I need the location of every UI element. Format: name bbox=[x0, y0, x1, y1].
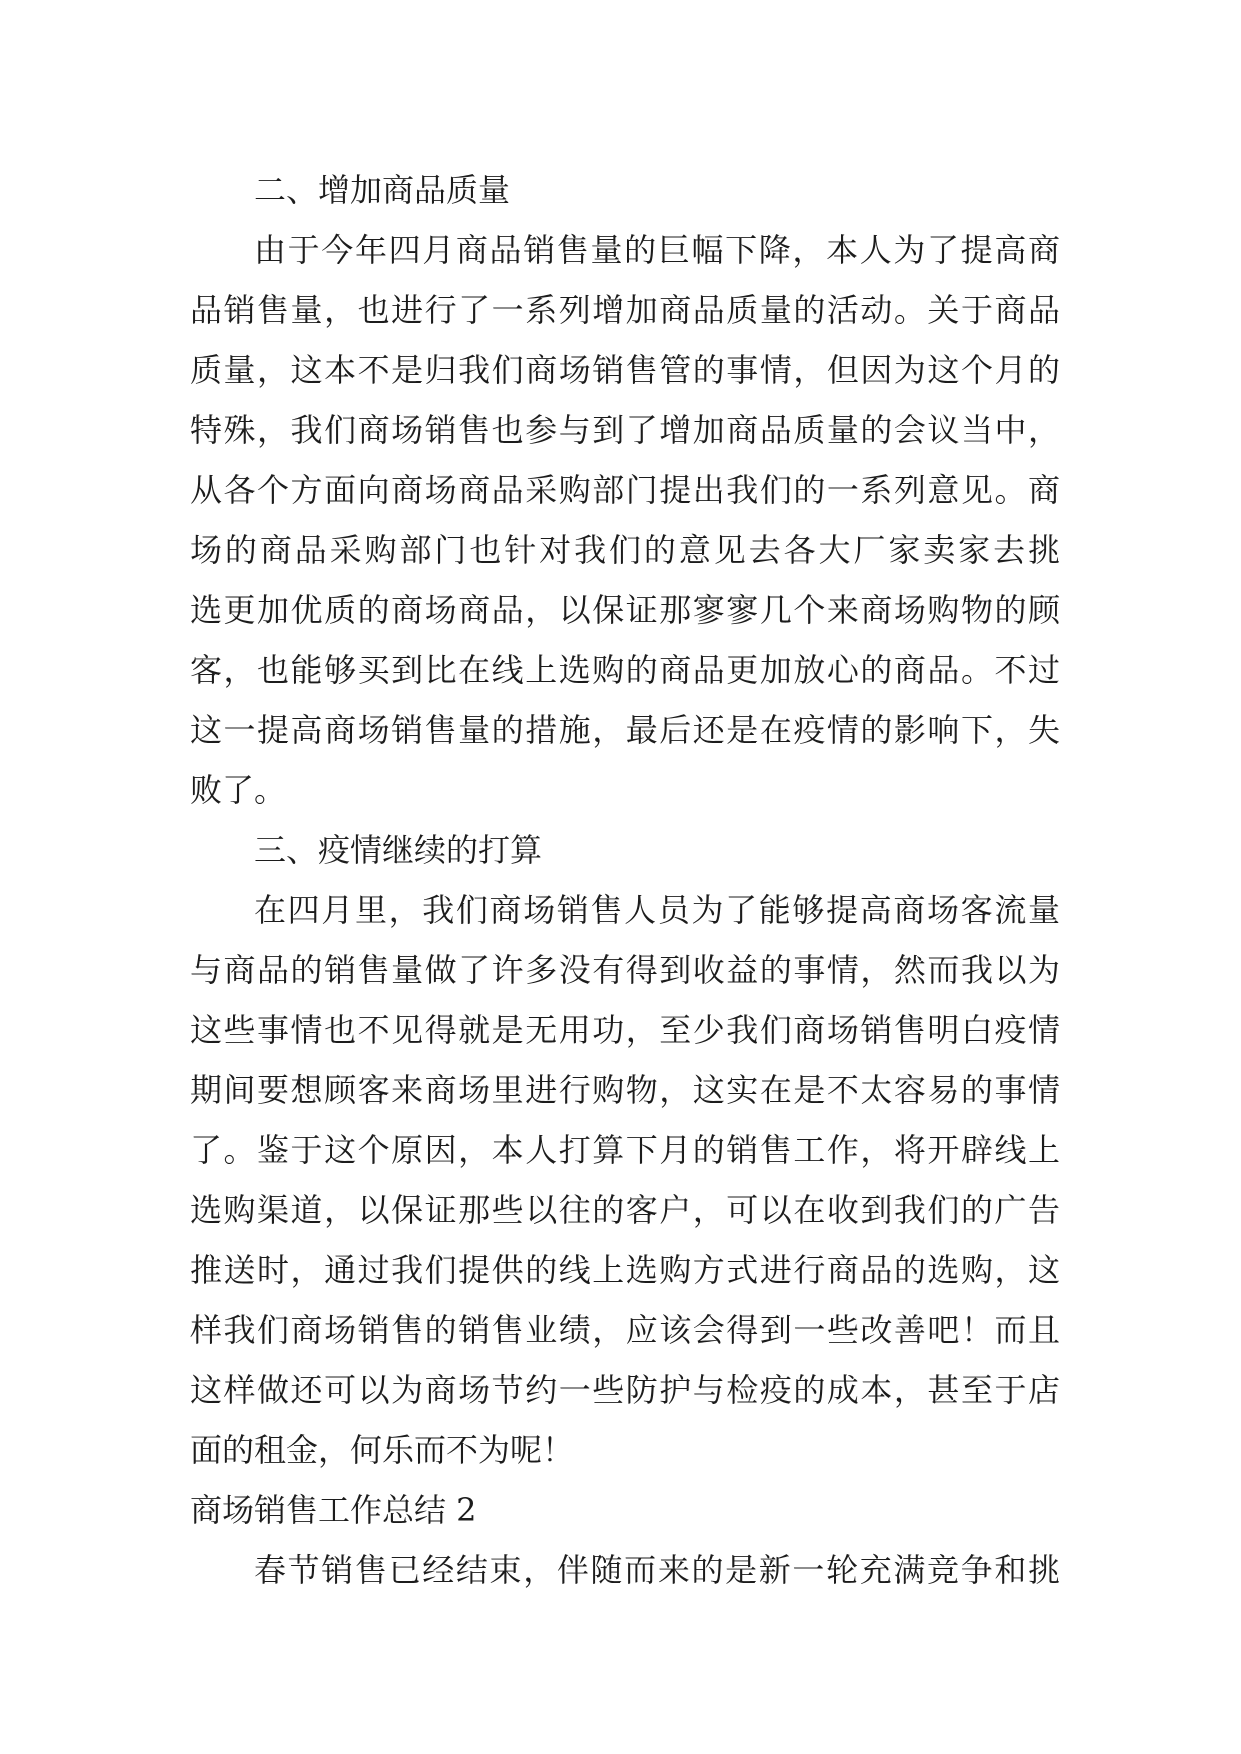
paragraph-line: 败了。 bbox=[190, 771, 287, 809]
paragraph-line: 样我们商场销售的销售业绩，应该会得到一些改善吧！而且 bbox=[190, 1311, 1060, 1349]
paragraph-line: 选购渠道，以保证那些以往的客户，可以在收到我们的广告 bbox=[190, 1191, 1060, 1229]
document-title: 商场销售工作总结 2 bbox=[190, 1491, 477, 1529]
section-heading-2: 二、增加商品质量 bbox=[254, 171, 511, 209]
paragraph-line: 这一提高商场销售量的措施，最后还是在疫情的影响下，失 bbox=[190, 711, 1060, 749]
paragraph-line: 了。鉴于这个原因，本人打算下月的销售工作，将开辟线上 bbox=[190, 1131, 1060, 1169]
section-heading-3: 三、疫情继续的打算 bbox=[254, 831, 543, 869]
paragraph-line: 选更加优质的商场商品，以保证那寥寥几个来商场购物的顾 bbox=[190, 591, 1060, 629]
paragraph-line: 推送时，通过我们提供的线上选购方式进行商品的选购，这 bbox=[190, 1251, 1060, 1289]
paragraph-line: 质量，这本不是归我们商场销售管的事情，但因为这个月的 bbox=[190, 351, 1060, 389]
paragraph-line: 期间要想顾客来商场里进行购物，这实在是不太容易的事情 bbox=[190, 1071, 1060, 1109]
paragraph-line: 春节销售已经结束，伴随而来的是新一轮充满竞争和挑 bbox=[254, 1551, 1060, 1589]
paragraph-line: 客，也能够买到比在线上选购的商品更加放心的商品。不过 bbox=[190, 651, 1060, 689]
paragraph-line: 特殊，我们商场销售也参与到了增加商品质量的会议当中， bbox=[190, 411, 1060, 449]
paragraph-line: 在四月里，我们商场销售人员为了能够提高商场客流量 bbox=[254, 891, 1060, 929]
paragraph-line: 这些事情也不见得就是无用功，至少我们商场销售明白疫情 bbox=[190, 1011, 1060, 1049]
document-body bbox=[190, 160, 1060, 1600]
paragraph-line: 品销售量，也进行了一系列增加商品质量的活动。关于商品 bbox=[190, 291, 1060, 329]
paragraph-line: 场的商品采购部门也针对我们的意见去各大厂家卖家去挑 bbox=[190, 531, 1060, 569]
paragraph-line: 从各个方面向商场商品采购部门提出我们的一系列意见。商 bbox=[190, 471, 1060, 509]
paragraph-line: 与商品的销售量做了许多没有得到收益的事情，然而我以为 bbox=[190, 951, 1060, 989]
paragraph-line: 面的租金，何乐而不为呢！ bbox=[190, 1431, 575, 1469]
paragraph-line: 由于今年四月商品销售量的巨幅下降，本人为了提高商 bbox=[254, 231, 1060, 269]
paragraph-line: 这样做还可以为商场节约一些防护与检疫的成本，甚至于店 bbox=[190, 1371, 1060, 1409]
